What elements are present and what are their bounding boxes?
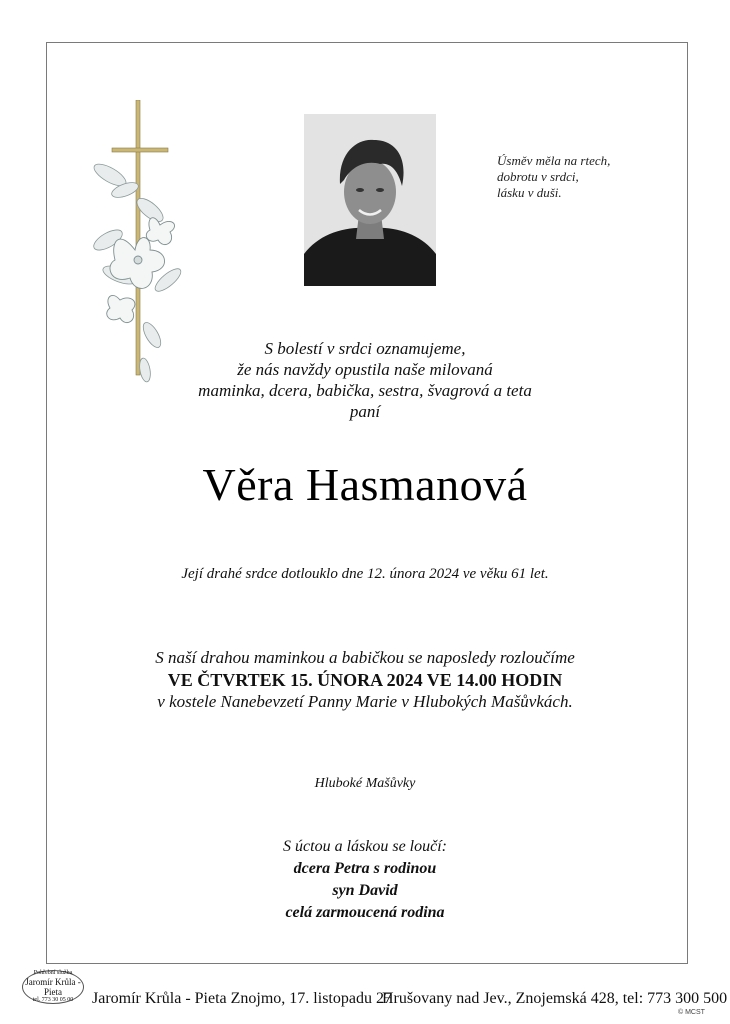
mourner-name: celá zarmoucená rodina [285,904,445,921]
mourner-name: syn David [332,882,398,899]
farewell-line: S naší drahou maminkou a babičkou se naposledy rozloučíme [155,648,575,667]
copyright-mark: © MCST [678,1009,705,1016]
death-date-text: Její drahé srdce dotlouklo dne 12. února 2024 ve věku 61 let. [181,566,549,582]
village-name: Hluboké Mašůvky [314,776,416,791]
footer-address-hrusovany: Hrušovany nad Jev., Znojemská 428, tel: [382,990,644,1007]
funeral-service-logo [22,970,84,1004]
mourners-intro: S úctou a láskou se loučí: [283,838,447,855]
logo-main-text: Jaromír Krůla - Pieta [25,977,81,997]
footer-brand-suffix: - Pieta [185,990,227,1007]
mourners [0,836,730,924]
logo-tel-text: tel. 773 30 05 00 [32,997,74,1003]
motto-line: lásku v duši. [497,185,562,200]
funeral-location: v kostele Nanebevzetí Panny Marie v Hlubokých Mašůvkách. [157,692,573,711]
intro-line: paní [349,402,381,421]
footer-brand-script: Krůla [144,990,182,1007]
deceased-name: Věra Hasmanová [202,459,528,510]
logo-top-text: Pohřební služba [33,970,73,976]
footer-phone: 773 300 500 [647,990,728,1007]
intro-line: S bolestí v srdci oznamujeme, [264,339,466,358]
funeral-info [0,647,730,713]
announcement-intro [0,338,730,422]
intro-line: maminka, dcera, babička, sestra, švagrová a teta [198,381,532,400]
motto [497,153,610,201]
motto-line: dobrotu v srdci, [497,169,579,184]
mourner-name: dcera Petra s rodinou [293,860,437,877]
footer-branch-znojmo [92,990,392,1008]
motto-line: Úsměv měla na rtech, [497,153,611,168]
funeral-date-time: VE ČTVRTEK 15. ÚNORA 2024 VE 14.00 HODIN [167,670,563,690]
intro-line: že nás navždy opustila naše milovaná [237,360,493,379]
footer-brand-name: Jaromír [92,990,141,1007]
portrait-photo [304,114,436,286]
footer-address-znojmo: Znojmo, 17. listopadu 27 [230,990,392,1007]
footer-branch-hrusovany [382,990,727,1008]
